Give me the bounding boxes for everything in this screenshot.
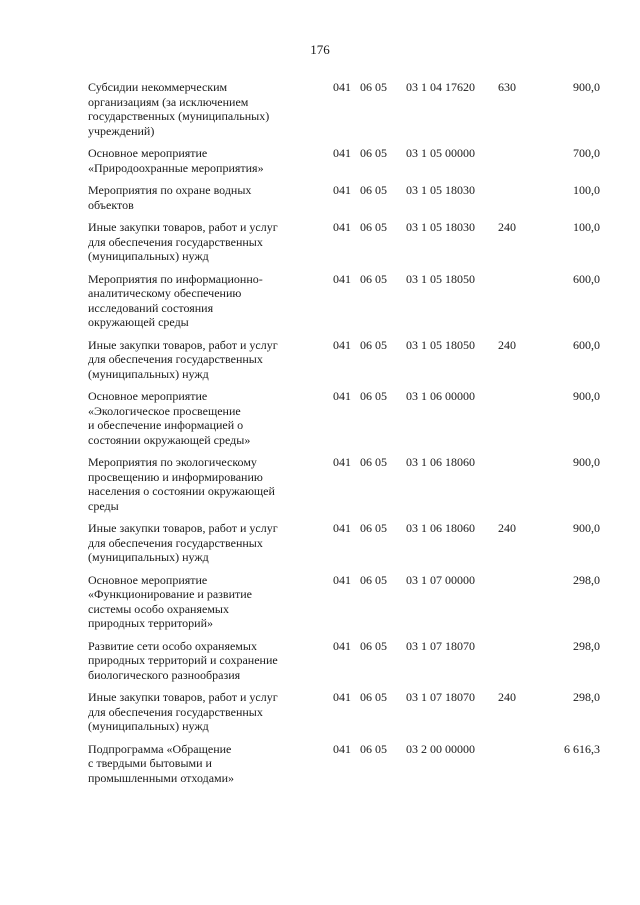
section-code: 06 05 xyxy=(360,337,387,352)
ministry-code: 041 xyxy=(333,638,351,653)
amount: 298,0 xyxy=(573,638,600,653)
expense-code: 240 xyxy=(498,690,516,704)
table-row xyxy=(0,455,640,513)
amount: 900,0 xyxy=(573,521,600,535)
amount: 100,0 xyxy=(573,183,600,197)
budget-table xyxy=(0,80,640,793)
expense-code: 240 xyxy=(498,337,516,352)
table-row xyxy=(0,742,640,786)
row-name: Иные закупки товаров, работ и услуг для обеспечения государственных (муниципальных) нужд xyxy=(88,337,278,381)
expense-code: 240 xyxy=(498,521,516,535)
table-row xyxy=(0,573,640,631)
section-code: 06 05 xyxy=(360,271,387,286)
amount: 900,0 xyxy=(573,80,600,94)
section-code: 06 05 xyxy=(360,80,387,94)
table-row xyxy=(0,521,640,565)
row-name: Основное мероприятие «Экологическое просвещение и обеспечение информацией о состоянии окружающей среды» xyxy=(88,389,251,447)
table-row xyxy=(0,338,640,382)
target-code: 03 1 06 18060 xyxy=(406,455,475,469)
expense-code: 630 xyxy=(498,80,516,94)
table-row xyxy=(0,272,640,330)
amount: 6 616,3 xyxy=(564,741,600,756)
section-code: 06 05 xyxy=(360,521,387,535)
target-code: 03 1 06 00000 xyxy=(406,389,475,403)
row-name: Иные закупки товаров, работ и услуг для обеспечения государственных (муниципальных) нужд xyxy=(88,521,278,564)
ministry-code: 041 xyxy=(333,146,351,160)
section-code: 06 05 xyxy=(360,183,387,197)
target-code: 03 1 07 00000 xyxy=(406,572,475,587)
table-row xyxy=(0,183,640,212)
section-code: 06 05 xyxy=(360,741,387,756)
row-name: Иные закупки товаров, работ и услуг для обеспечения государственных (муниципальных) нужд xyxy=(88,220,278,263)
amount: 600,0 xyxy=(573,271,600,286)
ministry-code: 041 xyxy=(333,80,351,94)
section-code: 06 05 xyxy=(360,220,387,234)
ministry-code: 041 xyxy=(333,572,351,587)
target-code: 03 1 07 18070 xyxy=(406,638,475,653)
section-code: 06 05 xyxy=(360,455,387,469)
target-code: 03 1 05 18030 xyxy=(406,183,475,197)
table-row xyxy=(0,220,640,264)
ministry-code: 041 xyxy=(333,337,351,352)
target-code: 03 1 05 00000 xyxy=(406,146,475,160)
section-code: 06 05 xyxy=(360,146,387,160)
table-row xyxy=(0,80,640,138)
row-name: Мероприятия по экологическому просвещению и информированию населения о состоянии окружающей среды xyxy=(88,455,275,513)
amount: 700,0 xyxy=(573,146,600,160)
amount: 900,0 xyxy=(573,389,600,403)
ministry-code: 041 xyxy=(333,389,351,403)
amount: 900,0 xyxy=(573,455,600,469)
ministry-code: 041 xyxy=(333,220,351,234)
section-code: 06 05 xyxy=(360,638,387,653)
table-row xyxy=(0,690,640,734)
target-code: 03 1 05 18030 xyxy=(406,220,475,234)
ministry-code: 041 xyxy=(333,521,351,535)
target-code: 03 2 00 00000 xyxy=(406,741,475,756)
row-name: Основное мероприятие «Функционирование и развитие системы особо охраняемых природных территорий» xyxy=(88,572,252,630)
page-number: 176 xyxy=(310,42,330,57)
ministry-code: 041 xyxy=(333,183,351,197)
target-code: 03 1 05 18050 xyxy=(406,271,475,286)
section-code: 06 05 xyxy=(360,690,387,704)
table-row xyxy=(0,146,640,175)
amount: 600,0 xyxy=(573,337,600,352)
amount: 298,0 xyxy=(573,690,600,704)
ministry-code: 041 xyxy=(333,741,351,756)
section-code: 06 05 xyxy=(360,389,387,403)
target-code: 03 1 04 17620 xyxy=(406,80,475,94)
ministry-code: 041 xyxy=(333,455,351,469)
row-name: Субсидии некоммерческим организациям (за исключением государственных (муниципальных) учреждений) xyxy=(88,80,270,138)
row-name: Мероприятия по информационно- аналитическому обеспечению исследований состояния окружающей среды xyxy=(88,271,263,329)
table-row xyxy=(0,639,640,683)
row-name: Основное мероприятие «Природоохранные мероприятия» xyxy=(88,146,264,175)
table-row xyxy=(0,389,640,447)
row-name: Мероприятия по охране водных объектов xyxy=(88,183,252,212)
section-code: 06 05 xyxy=(360,572,387,587)
expense-code: 240 xyxy=(498,220,516,234)
target-code: 03 1 06 18060 xyxy=(406,521,475,535)
target-code: 03 1 05 18050 xyxy=(406,337,475,352)
row-name: Подпрограмма «Обращение с твердыми бытовыми и промышленными отходами» xyxy=(88,741,235,785)
target-code: 03 1 07 18070 xyxy=(406,690,475,704)
row-name: Иные закупки товаров, работ и услуг для обеспечения государственных (муниципальных) нужд xyxy=(88,690,278,733)
ministry-code: 041 xyxy=(333,690,351,704)
row-name: Развитие сети особо охраняемых природных территорий и сохранение биологического разнообразия xyxy=(88,638,278,682)
ministry-code: 041 xyxy=(333,271,351,286)
amount: 298,0 xyxy=(573,572,600,587)
amount: 100,0 xyxy=(573,220,600,234)
